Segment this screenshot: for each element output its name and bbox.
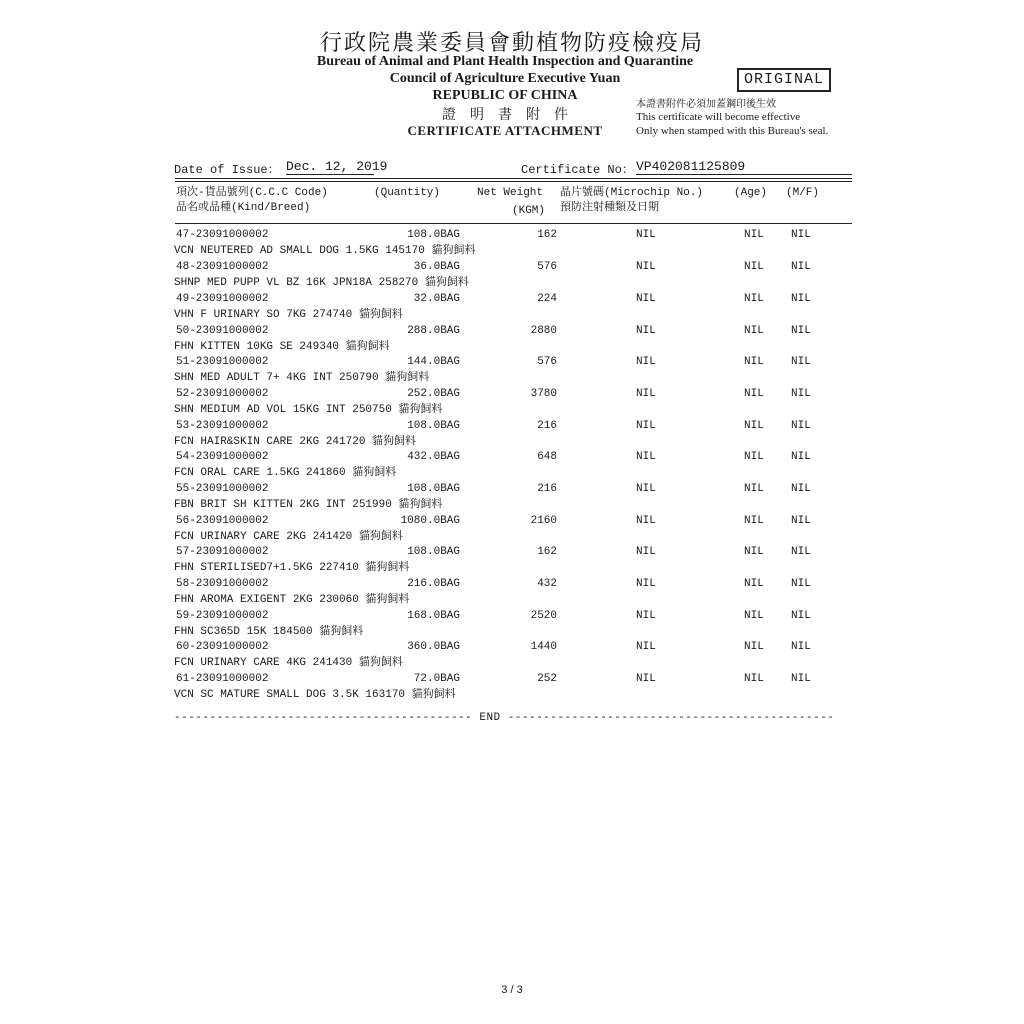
item-name: FHN STERILISED7+1.5KG 227410 貓狗飼料	[174, 562, 410, 574]
table-row	[0, 420, 1024, 452]
item-code: 54-23091000002	[176, 451, 269, 463]
item-quantity: 1080.0BAG	[400, 515, 460, 527]
item-quantity: 360.0BAG	[407, 641, 460, 653]
item-sex: NIL	[791, 515, 811, 527]
item-net-weight: 2880	[530, 325, 557, 337]
item-quantity: 32.0BAG	[413, 293, 460, 305]
item-age: NIL	[744, 641, 764, 653]
certificate-number-label: Certificate No：	[521, 163, 634, 177]
item-net-weight: 162	[537, 229, 557, 241]
notice-english-line-1: This certificate will become effective	[636, 111, 801, 123]
table-row	[0, 546, 1024, 578]
item-age: NIL	[744, 356, 764, 368]
item-code: 55-23091000002	[176, 483, 269, 495]
column-net-weight: Net Weight	[477, 187, 544, 199]
item-name: FHN AROMA EXIGENT 2KG 230060 貓狗飼料	[174, 594, 410, 606]
item-age: NIL	[744, 578, 764, 590]
item-name: VHN F URINARY SO 7KG 274740 貓狗飼料	[174, 309, 403, 321]
certificate-number-value: VP402081125809	[636, 159, 852, 175]
doc-title-chinese: 證 明 書 附 件	[442, 107, 568, 123]
item-age: NIL	[744, 515, 764, 527]
item-sex: NIL	[791, 610, 811, 622]
item-code: 50-23091000002	[176, 325, 269, 337]
column-net-weight-unit: (KGM)	[512, 205, 546, 217]
header-rule-top-2	[175, 181, 852, 182]
item-microchip: NIL	[636, 515, 656, 527]
item-code: 57-23091000002	[176, 546, 269, 558]
table-row	[0, 229, 1024, 261]
date-of-issue-value: Dec. 12, 2019	[286, 159, 388, 174]
agency-title-chinese: 行政院農業委員會動植物防疫檢疫局	[319, 31, 704, 56]
item-code: 53-23091000002	[176, 420, 269, 432]
item-name: FCN URINARY CARE 2KG 241420 貓狗飼料	[174, 531, 403, 543]
item-sex: NIL	[791, 325, 811, 337]
header-rule-top	[175, 178, 852, 179]
item-quantity: 108.0BAG	[407, 229, 460, 241]
item-sex: NIL	[791, 483, 811, 495]
item-age: NIL	[744, 325, 764, 337]
agency-title-english: Bureau of Animal and Plant Health Inspection and Quarantine	[316, 54, 694, 69]
table-row	[0, 610, 1024, 642]
item-name: FBN BRIT SH KITTEN 2KG INT 251990 貓狗飼料	[174, 499, 443, 511]
item-sex: NIL	[791, 229, 811, 241]
doc-title-english: CERTIFICATE ATTACHMENT	[407, 123, 603, 138]
table-row	[0, 388, 1024, 420]
item-code: 59-23091000002	[176, 610, 269, 622]
item-name: FCN ORAL CARE 1.5KG 241860 貓狗飼料	[174, 467, 397, 479]
council-title: Council of Agriculture Executive Yuan	[389, 71, 621, 86]
item-quantity: 108.0BAG	[407, 420, 460, 432]
item-sex: NIL	[791, 388, 811, 400]
date-of-issue-label: Date of Issue：	[174, 163, 280, 177]
item-quantity: 144.0BAG	[407, 356, 460, 368]
item-net-weight: 1440	[530, 641, 557, 653]
table-row	[0, 515, 1024, 547]
item-name: VCN SC MATURE SMALL DOG 3.5K 163170 貓狗飼料	[174, 689, 456, 701]
column-quantity: (Quantity)	[374, 187, 441, 199]
item-sex: NIL	[791, 546, 811, 558]
item-age: NIL	[744, 483, 764, 495]
item-net-weight: 3780	[530, 388, 557, 400]
item-sex: NIL	[791, 356, 811, 368]
item-name: FHN KITTEN 10KG SE 249340 貓狗飼料	[174, 341, 390, 353]
item-code: 56-23091000002	[176, 515, 269, 527]
item-age: NIL	[744, 673, 764, 685]
item-name: SHNP MED PUPP VL BZ 16K JPN18A 258270 貓狗飼料	[174, 277, 469, 289]
item-age: NIL	[744, 293, 764, 305]
header-rule-bottom	[175, 223, 852, 224]
item-microchip: NIL	[636, 641, 656, 653]
column-sex: (M/F)	[786, 187, 820, 199]
item-sex: NIL	[791, 420, 811, 432]
table-row	[0, 261, 1024, 293]
table-row	[0, 356, 1024, 388]
item-age: NIL	[744, 420, 764, 432]
item-microchip: NIL	[636, 261, 656, 273]
item-code: 49-23091000002	[176, 293, 269, 305]
item-microchip: NIL	[636, 293, 656, 305]
item-age: NIL	[744, 546, 764, 558]
page-number: 3 / 3	[501, 984, 523, 996]
item-quantity: 108.0BAG	[407, 546, 460, 558]
end-marker: ------------------------------------------ END ----------------------------------------------	[174, 712, 834, 724]
item-age: NIL	[744, 610, 764, 622]
item-name: FCN URINARY CARE 4KG 241430 貓狗飼料	[174, 657, 403, 669]
item-name: FCN HAIR&SKIN CARE 2KG 241720 貓狗飼料	[174, 436, 417, 448]
item-microchip: NIL	[636, 483, 656, 495]
item-name: SHN MEDIUM AD VOL 15KG INT 250750 貓狗飼料	[174, 404, 443, 416]
item-quantity: 36.0BAG	[413, 261, 460, 273]
item-net-weight: 2520	[530, 610, 557, 622]
column-vaccination: 預防注射種類及日期	[560, 202, 659, 214]
item-sex: NIL	[791, 641, 811, 653]
table-row	[0, 293, 1024, 325]
table-row	[0, 578, 1024, 610]
item-net-weight: 648	[537, 451, 557, 463]
item-sex: NIL	[791, 673, 811, 685]
item-age: NIL	[744, 451, 764, 463]
notice-english-line-2: Only when stamped with this Bureau's seal.	[636, 125, 829, 137]
item-microchip: NIL	[636, 451, 656, 463]
item-net-weight: 576	[537, 356, 557, 368]
item-age: NIL	[744, 229, 764, 241]
table-row	[0, 673, 1024, 705]
item-age: NIL	[744, 388, 764, 400]
country-title: REPUBLIC OF CHINA	[432, 88, 578, 103]
item-quantity: 216.0BAG	[407, 578, 460, 590]
item-sex: NIL	[791, 578, 811, 590]
table-row	[0, 483, 1024, 515]
item-code: 60-23091000002	[176, 641, 269, 653]
item-name: FHN SC365D 15K 184500 貓狗飼料	[174, 626, 364, 638]
column-item-code: 項次-貨品號列(C.C.C Code)	[176, 187, 328, 199]
item-net-weight: 576	[537, 261, 557, 273]
item-code: 52-23091000002	[176, 388, 269, 400]
column-microchip: 晶片號碼(Microchip No.)	[560, 187, 704, 199]
item-net-weight: 252	[537, 673, 557, 685]
item-microchip: NIL	[636, 546, 656, 558]
item-net-weight: 216	[537, 420, 557, 432]
item-code: 47-23091000002	[176, 229, 269, 241]
item-microchip: NIL	[636, 673, 656, 685]
item-quantity: 168.0BAG	[407, 610, 460, 622]
item-net-weight: 2160	[530, 515, 557, 527]
item-quantity: 108.0BAG	[407, 483, 460, 495]
item-name: VCN NEUTERED AD SMALL DOG 1.5KG 145170 貓狗飼料	[174, 245, 476, 257]
table-row	[0, 641, 1024, 673]
item-quantity: 432.0BAG	[407, 451, 460, 463]
item-sex: NIL	[791, 293, 811, 305]
item-microchip: NIL	[636, 610, 656, 622]
item-microchip: NIL	[636, 229, 656, 241]
item-microchip: NIL	[636, 325, 656, 337]
item-sex: NIL	[791, 261, 811, 273]
item-net-weight: 216	[537, 483, 557, 495]
item-microchip: NIL	[636, 578, 656, 590]
item-name: SHN MED ADULT 7+ 4KG INT 250790 貓狗飼料	[174, 372, 430, 384]
item-code: 58-23091000002	[176, 578, 269, 590]
column-kind-breed: 品名或品種(Kind/Breed)	[176, 202, 311, 214]
notice-chinese: 本證書附件必須加蓋鋼印後生效	[636, 99, 776, 110]
item-sex: NIL	[791, 451, 811, 463]
column-age: (Age)	[734, 187, 768, 199]
item-microchip: NIL	[636, 356, 656, 368]
table-row	[0, 451, 1024, 483]
original-stamp: ORIGINAL	[737, 68, 831, 92]
item-net-weight: 162	[537, 546, 557, 558]
item-code: 61-23091000002	[176, 673, 269, 685]
item-microchip: NIL	[636, 388, 656, 400]
item-age: NIL	[744, 261, 764, 273]
item-quantity: 252.0BAG	[407, 388, 460, 400]
table-row	[0, 325, 1024, 357]
item-quantity: 288.0BAG	[407, 325, 460, 337]
item-code: 48-23091000002	[176, 261, 269, 273]
item-microchip: NIL	[636, 420, 656, 432]
item-net-weight: 432	[537, 578, 557, 590]
item-code: 51-23091000002	[176, 356, 269, 368]
item-quantity: 72.0BAG	[413, 673, 460, 685]
item-net-weight: 224	[537, 293, 557, 305]
